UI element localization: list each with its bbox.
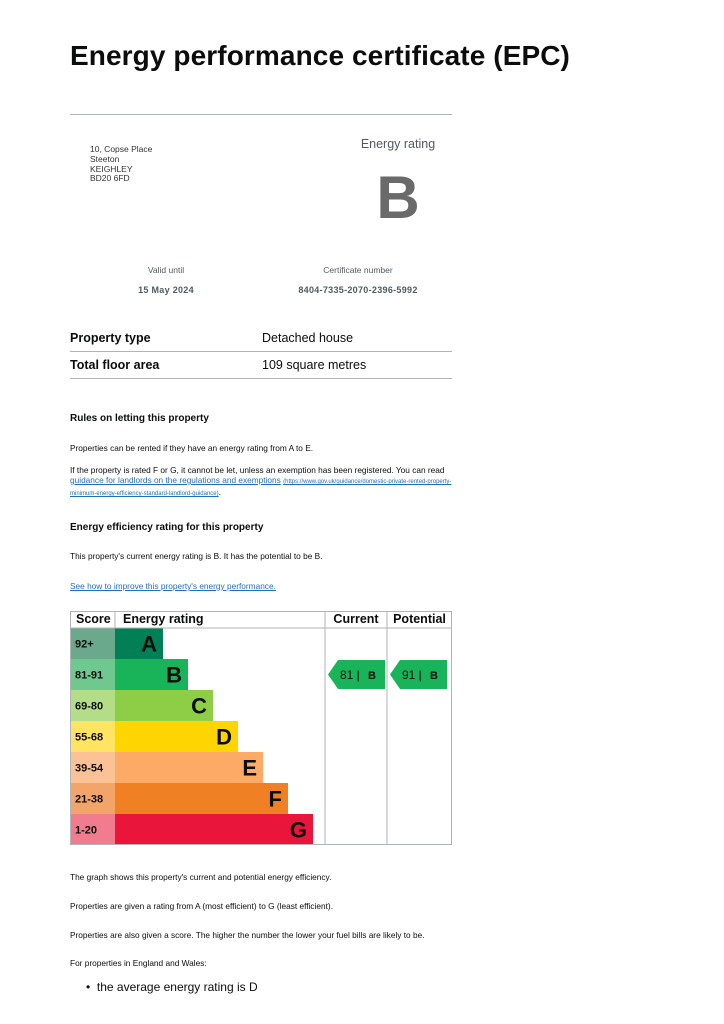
potential-rating-letter: B	[430, 670, 438, 682]
header-potential: Potential	[393, 612, 446, 626]
property-type-label: Property type	[70, 331, 151, 345]
score-label: 55-68	[75, 731, 104, 744]
certificate-number-value: 8404-7335-2070-2396-5992	[298, 285, 418, 295]
rating-letter: E	[242, 755, 257, 781]
rules-text: If the property is rated F or G, it cannot be let, unless an exemption has been registered. You can read	[70, 465, 445, 475]
header-current: Current	[333, 612, 379, 626]
page-title: Energy performance certificate (EPC)	[70, 40, 570, 71]
address-line: BD20 6FD	[90, 173, 130, 184]
current-rating-score: 81 |	[340, 668, 360, 682]
header-score: Score	[76, 612, 111, 626]
rules-paragraph: Properties can be rented if they have an energy rating from A to E.	[70, 443, 314, 453]
rules-heading: Rules on letting this property	[70, 413, 209, 424]
divider	[70, 351, 452, 352]
score-label: 21-38	[75, 793, 104, 806]
region-note: For properties in England and Wales:	[70, 958, 207, 968]
header-energy-rating: Energy rating	[123, 612, 204, 626]
score-label: 69-80	[75, 700, 104, 713]
rating-letter: G	[289, 817, 307, 843]
score-label: 81-91	[75, 669, 104, 682]
certificate-number-label: Certificate number	[323, 265, 393, 275]
address-line: 10, Copse Place	[90, 144, 153, 154]
divider	[70, 114, 452, 115]
valid-until-value: 15 May 2024	[138, 285, 194, 295]
efficiency-paragraph: This property's current energy rating is B. It has the potential to be B.	[70, 551, 323, 561]
divider	[70, 378, 452, 379]
score-label: 1-20	[75, 824, 98, 837]
landlord-guidance-url[interactable]: (https://www.gov.uk/guidance/domestic-private-rented-property-minimum-energy-efficiency-standard-landlord-guidance)	[70, 479, 452, 497]
rating-bar-f	[115, 783, 288, 814]
rating-note: Properties are given a rating from A (most efficient) to G (least efficient).	[70, 901, 334, 911]
energy-rating-chart	[70, 611, 454, 849]
current-rating-letter: B	[368, 670, 376, 682]
potential-rating-score: 91 |	[402, 668, 422, 682]
rating-letter: A	[141, 631, 157, 657]
address-line: Steeton	[90, 153, 120, 164]
floor-area-label: Total floor area	[70, 358, 160, 372]
rating-letter: F	[268, 786, 282, 812]
landlord-guidance-link[interactable]: guidance for landlords on the regulations and exemptions	[70, 475, 281, 485]
rating-letter: B	[166, 662, 182, 688]
rating-letter: D	[216, 724, 232, 750]
rating-letter: C	[191, 693, 207, 719]
improve-performance-link[interactable]: See how to improve this property's energy performance.	[70, 581, 276, 591]
score-note: Properties are also given a score. The higher the number the lower your fuel bills are likely to be.	[70, 930, 425, 940]
floor-area-value: 109 square metres	[262, 358, 367, 372]
rating-bar-g	[115, 814, 313, 845]
address	[90, 145, 152, 184]
property-type-value: Detached house	[262, 331, 354, 345]
energy-rating-label: Energy rating	[360, 137, 436, 151]
rating-bar-e	[115, 752, 263, 783]
rules-paragraph-exemption	[70, 465, 455, 499]
rules-text-end: .	[218, 487, 221, 497]
address-line: KEIGHLEY	[90, 163, 133, 174]
score-label: 39-54	[75, 762, 104, 775]
valid-until-label: Valid until	[147, 265, 185, 275]
chart-note: The graph shows this property's current and potential energy efficiency.	[70, 872, 332, 882]
score-label: 92+	[75, 638, 94, 651]
average-rating-bullet: • the average energy rating is D	[86, 980, 258, 994]
average-rating-text: the average energy rating is D	[96, 980, 258, 994]
energy-rating-letter: B	[376, 164, 420, 231]
efficiency-heading: Energy efficiency rating for this property	[70, 522, 264, 533]
